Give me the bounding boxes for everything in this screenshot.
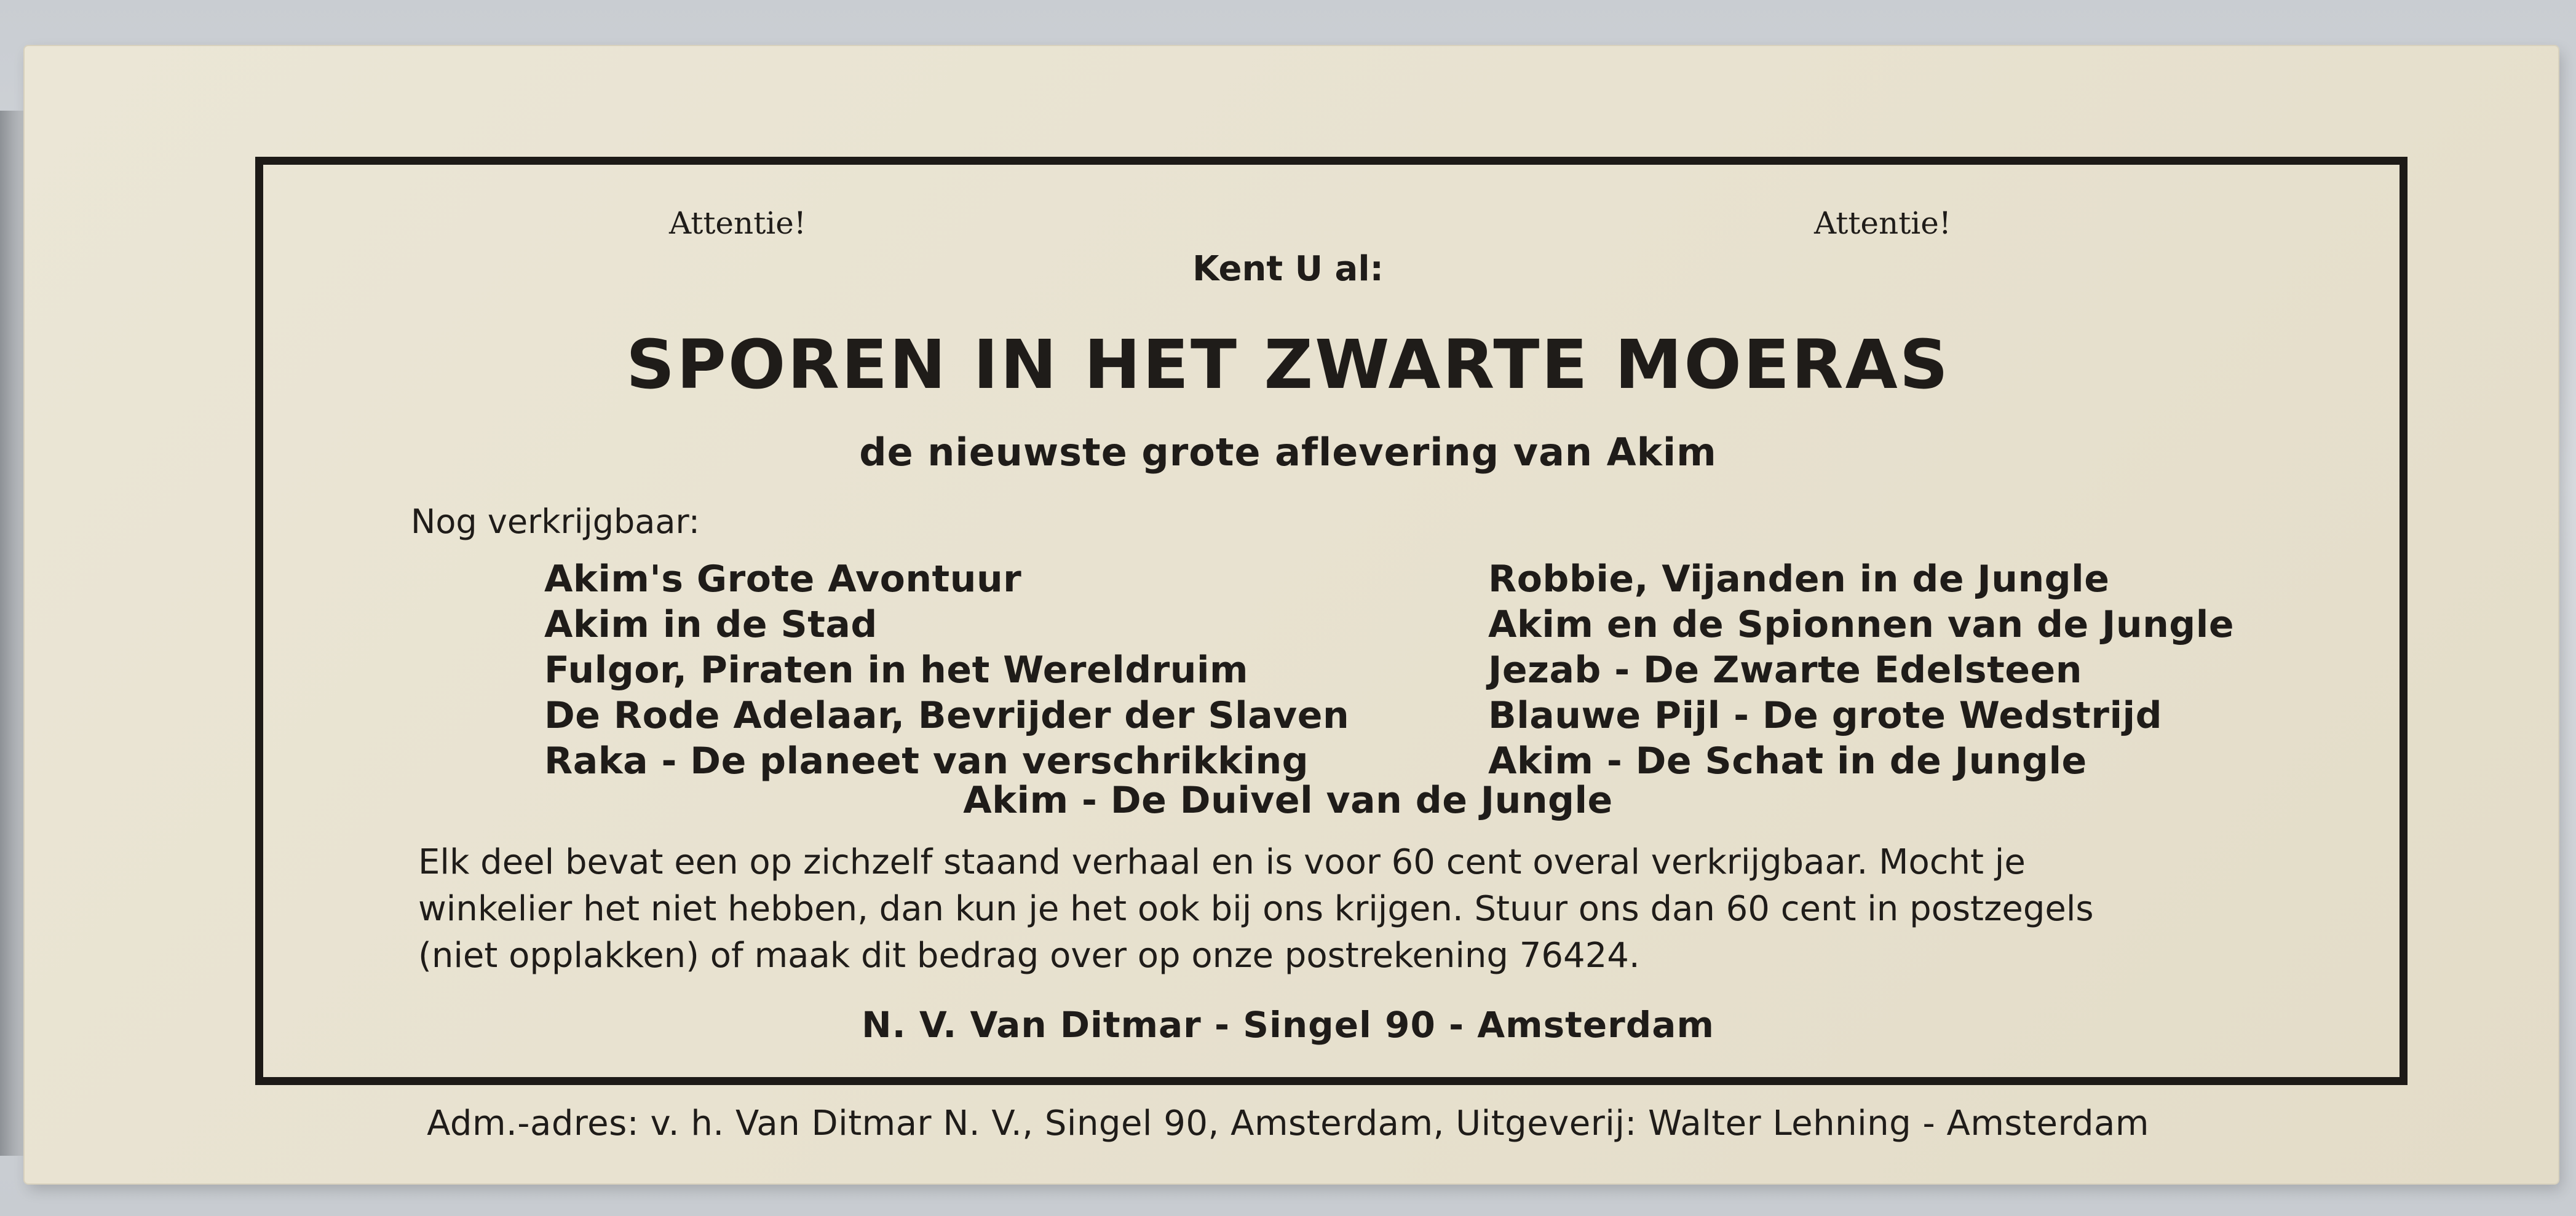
- book-title: Raka - De planeet van verschrikking: [544, 740, 1309, 783]
- subtitle: de nieuwste grote aflevering van Akim: [859, 430, 1717, 475]
- book-title: Akim in de Stad: [544, 603, 878, 646]
- available-label: Nog verkrijgbaar:: [411, 502, 700, 541]
- book-list-left: [544, 556, 1349, 784]
- book-title-center: Akim - De Duivel van de Jungle: [963, 779, 1613, 822]
- book-title: Fulgor, Piraten in het Wereldruim: [544, 649, 1249, 692]
- intro-text: Kent U al:: [1192, 249, 1384, 289]
- paragraph-line: Elk deel bevat een op zichzelf staand verhaal en is voor 60 cent overal verkrijgbaar. Mocht je: [418, 842, 2026, 882]
- paragraph-line: (niet opplakken) of maak dit bedrag over op onze postrekening 76424.: [418, 936, 1640, 976]
- book-title: Akim - De Schat in de Jungle: [1488, 740, 2087, 783]
- info-paragraph: [418, 839, 2263, 979]
- book-list-right: [1488, 556, 2234, 784]
- book-title: Blauwe Pijl - De grote Wedstrijd: [1488, 694, 2163, 737]
- book-title: Jezab - De Zwarte Edelsteen: [1488, 649, 2082, 692]
- book-title: Robbie, Vijanden in de Jungle: [1488, 558, 2110, 601]
- paragraph-line: winkelier het niet hebben, dan kun je het ook bij ons krijgen. Stuur ons dan 60 cent in postzegels: [418, 889, 2094, 929]
- publisher-line: N. V. Van Ditmar - Singel 90 - Amsterdam: [862, 1004, 1714, 1046]
- attention-left: Attentie!: [669, 205, 806, 241]
- footer-address: Adm.-adres: v. h. Van Ditmar N. V., Singel 90, Amsterdam, Uitgeverij: Walter Lehning - Amsterdam: [427, 1103, 2149, 1143]
- book-title: Akim en de Spionnen van de Jungle: [1488, 603, 2235, 646]
- book-title: Akim's Grote Avontuur: [544, 558, 1022, 601]
- page-title: SPOREN IN HET ZWARTE MOERAS: [625, 325, 1951, 404]
- attention-right: Attentie!: [1814, 205, 1951, 241]
- book-title: De Rode Adelaar, Bevrijder der Slaven: [544, 694, 1350, 737]
